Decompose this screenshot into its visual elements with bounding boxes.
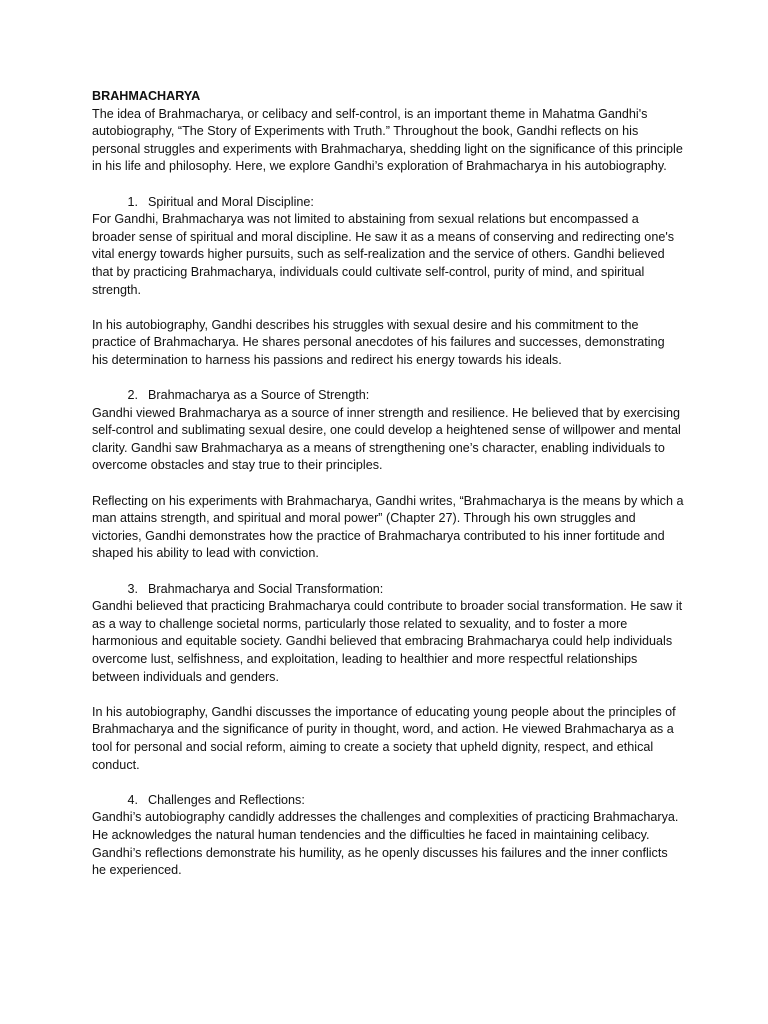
section-heading-text: Challenges and Reflections: [148, 792, 305, 807]
section-heading-4 [92, 792, 684, 810]
section-heading-1 [92, 194, 684, 212]
document-body [92, 88, 684, 880]
section-number: 3. [127, 581, 138, 596]
spacer [92, 774, 684, 792]
intro-paragraph: The idea of Brahmacharya, or celibacy and self-control, is an important theme in Mahatma Gandhi's autobiography, “The Story of Experiments with Truth.” Throughout the book, Gandhi reflects on his personal struggles and experiments with Brahmacharya, shedding light on the significance of this principle in his life and philosophy. Here, we explore Gandhi’s exploration of Brahmacharya in his autobiography. [92, 106, 683, 174]
spacer [92, 299, 684, 317]
section-heading-text: Spiritual and Moral Discipline: [148, 194, 314, 209]
spacer [92, 176, 684, 194]
section-3-paragraph-2: In his autobiography, Gandhi discusses the importance of educating young people about the principles of Brahmacharya and the significance of purity in thought, word, and action. He viewed Brahmacharya as a tool for personal and social reform, aiming to create a society that upheld dignity, respect, and ethical conduct. [92, 704, 676, 772]
section-heading-text: Brahmacharya as a Source of Strength: [148, 388, 370, 403]
section-4-paragraph-1: Gandhi’s autobiography candidly addresses the challenges and complexities of practicing Brahmacharya. He acknowledges the natural human tendencies and the difficulties he faced in maintaining celibacy. Gandhi’s reflections demonstrate his humility, as he openly discusses his failures and the inner conflicts he experienced. [92, 810, 679, 878]
section-heading-3 [92, 581, 684, 599]
section-number: 4. [127, 792, 138, 807]
spacer [92, 475, 684, 493]
section-3-paragraph-1: Gandhi believed that practicing Brahmacharya could contribute to broader social transformation. He saw it as a way to challenge societal norms, particularly those related to sexuality, and to foster a more harmonious and equitable society. Gandhi believed that embracing Brahmacharya could help individuals overcome lust, selfishness, and exploitation, leading to healthier and more respectful relationships between individuals and genders. [92, 599, 683, 684]
spacer [92, 686, 684, 704]
section-number: 1. [127, 194, 138, 209]
section-1-paragraph-1: For Gandhi, Brahmacharya was not limited to abstaining from sexual relations but encompassed a broader sense of spiritual and moral discipline. He saw it as a means of conserving and redirecting one's vital energy towards higher pursuits, such as self-realization and the service of others. Gandhi believed that by practicing Brahmacharya, individuals could cultivate self-control, purity of mind, and spiritual strength. [92, 212, 675, 297]
section-number: 2. [127, 388, 138, 403]
section-2-paragraph-1: Gandhi viewed Brahmacharya as a source of inner strength and resilience. He believed that by exercising self-control and sublimating sexual desire, one could develop a heightened sense of willpower and mental clarity. Gandhi saw Brahmacharya as a means of strengthening one’s character, enabling individuals to overcome obstacles and stay true to their principles. [92, 405, 681, 473]
section-heading-text: Brahmacharya and Social Transformation: [148, 581, 384, 596]
section-1-paragraph-2: In his autobiography, Gandhi describes his struggles with sexual desire and his commitment to the practice of Brahmacharya. He shares personal anecdotes of his failures and successes, demonstrating his determination to harness his passions and redirect his energy towards his ideals. [92, 317, 665, 367]
section-heading-2 [92, 387, 684, 405]
spacer [92, 563, 684, 581]
document-title: BRAHMACHARYA [92, 89, 201, 103]
spacer [92, 370, 684, 388]
section-2-paragraph-2: Reflecting on his experiments with Brahmacharya, Gandhi writes, “Brahmacharya is the means by which a man attains strength, and spiritual and moral power” (Chapter 27). Through his own struggles and victories, Gandhi demonstrates how the practice of Brahmacharya contributed to his inner fortitude and shaped his ability to lead with conviction. [92, 493, 684, 561]
